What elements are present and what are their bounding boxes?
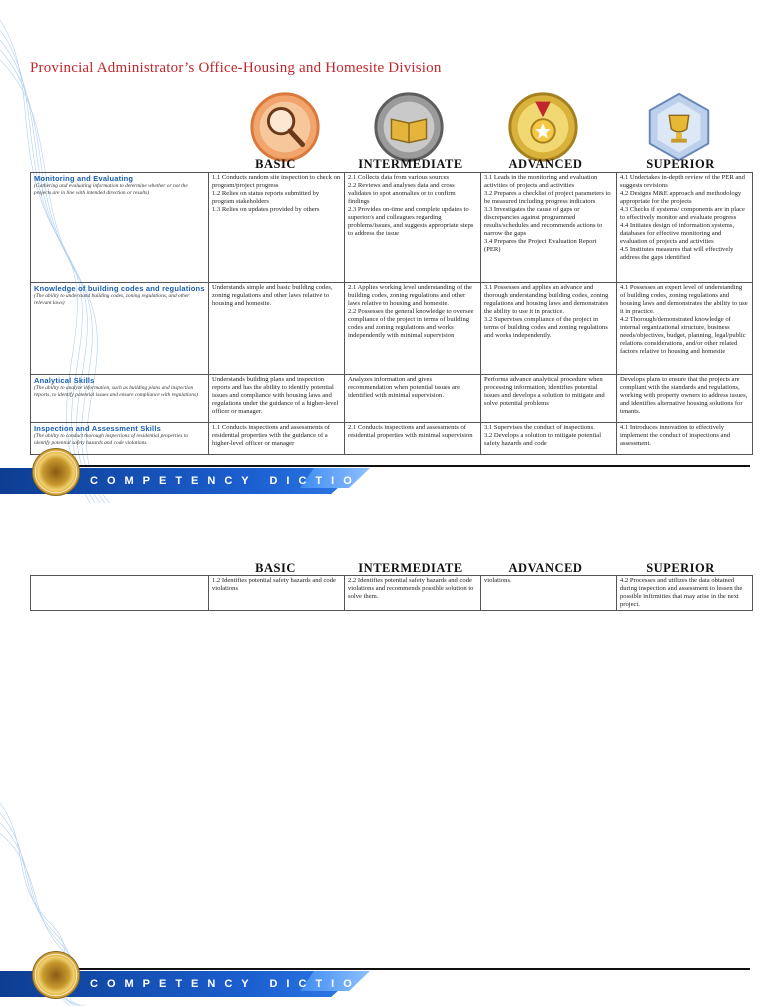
footer-rule bbox=[60, 465, 750, 467]
behavior-indicator: 4.2 Thorough/demonstrated knowledge of internal organizational structure, business needs/objectives, budget, planning, legal/public relations considerations, and/or other related factors relative to housing and homesite bbox=[620, 316, 746, 356]
behavior-indicator: 1.2 Identifies potential safety hazards and code violations bbox=[212, 577, 336, 593]
behavior-indicator: violations. bbox=[484, 577, 512, 584]
indicator-cell-advanced bbox=[481, 375, 617, 423]
behavior-indicator: 2.2 Possesses the general knowledge to oversee compliance of the project in terms of building codes and zoning regulations and works independently with minimal supervision bbox=[348, 308, 474, 340]
behavior-indicator: 4.2 Designs M&E approach and methodology appropriate for the projects bbox=[620, 190, 742, 206]
level-advanced: ADVANCED bbox=[508, 561, 583, 575]
level-superior: SUPERIOR bbox=[646, 157, 715, 171]
level-superior: SUPERIOR bbox=[646, 561, 715, 575]
table-row bbox=[31, 173, 753, 283]
behavior-indicator: 2.2 Reviews and analyses data and cross validates to spot anomalies or to confirm findings bbox=[348, 182, 456, 206]
behavior-indicator: 2.1 Applies working level understanding of the building codes, zoning regulations and other laws relative to housing and homesite. bbox=[348, 284, 472, 308]
behavior-indicator: 1.1 Conducts inspections and assessments of residential properties with the guidance of a higher-level officer or manager bbox=[212, 424, 330, 448]
page-title: Provincial Administrator’s Office-Housing and Homesite Division bbox=[30, 60, 442, 76]
behavior-indicator: 4.1 Possesses an expert level of understanding of building codes, zoning regulations and housing laws and demonstrates the ability to use it in practice. bbox=[620, 284, 748, 316]
provincial-seal-icon bbox=[32, 448, 80, 496]
behavior-indicator: 3.2 Supervises compliance of the project in terms of building codes and zoning regulations and works independently. bbox=[484, 316, 608, 340]
behavior-indicator: Understands simple and basic building codes, zoning regulations and other laws relative to housing and homesite. bbox=[212, 284, 333, 308]
level-headings bbox=[208, 157, 748, 172]
trophy-medal-icon bbox=[640, 88, 718, 166]
gold-medal-icon bbox=[504, 88, 582, 166]
indicator-cell-intermediate bbox=[345, 375, 481, 423]
indicator-cell-intermediate bbox=[345, 173, 481, 283]
competency-description: (Gathering and evaluating information to determine whether or not the projects are in line with intended direction or results) bbox=[34, 183, 188, 196]
behavior-indicator: 3.1 Possesses and applies an advance and thorough understanding building codes, zoning regulations and housing laws and demonstrates the ability to use it in practice. bbox=[484, 284, 609, 316]
behavior-indicator: 2.3 Provides on-time and complete updates to superior/s and colleagues regarding problems/issues, and suggests appropriate steps to address the issue bbox=[348, 206, 474, 238]
competency-description: (The ability to understand building codes, zoning regulations, and other relevant laws) bbox=[34, 293, 190, 306]
behavior-indicator: 3.3 Investigates the cause of gaps or discrepancies against programmed results/schedules and recommends actions to narrow the gaps bbox=[484, 206, 603, 238]
competency-name: Analytical Skills bbox=[34, 376, 95, 385]
behavior-indicator: 4.3 Checks if systems/ components are in place to effectively monitor and evaluate progress bbox=[620, 206, 745, 222]
behavior-indicator: 3.1 Leads in the monitoring and evaluation activities of projects and activities bbox=[484, 174, 598, 190]
footer-text: COMPETENCY DICTIONARY 2023 bbox=[90, 978, 500, 990]
footer-rule bbox=[60, 968, 750, 970]
competency-cell bbox=[31, 283, 209, 375]
behavior-indicator: 1.3 Relies on updates provided by others bbox=[212, 206, 320, 214]
competency-name: Knowledge of building codes and regulations bbox=[34, 284, 205, 293]
indicator-cell-intermediate bbox=[345, 576, 481, 611]
level-advanced: ADVANCED bbox=[508, 157, 583, 171]
competency-cell bbox=[31, 576, 209, 611]
indicator-cell-basic bbox=[209, 375, 345, 423]
behavior-indicator: 3.1 Supervises the conduct of inspections. bbox=[484, 424, 595, 431]
behavior-indicator: Develops plans to ensure that the projects are compliant with the standards and regulations, working with property owners to address issues, and identifies alternative housing solutions for tenants. bbox=[620, 376, 748, 416]
magnifier-medal-icon bbox=[246, 88, 324, 166]
table-row bbox=[31, 283, 753, 375]
indicator-cell-basic bbox=[209, 576, 345, 611]
competency-cell bbox=[31, 173, 209, 283]
indicator-cell-superior bbox=[617, 576, 753, 611]
indicator-cell-superior bbox=[617, 283, 753, 375]
competency-table-continued bbox=[30, 575, 753, 611]
behavior-indicator: Analyzes information and gives recommendation when potential issues are identified with minimal supervision. bbox=[348, 376, 461, 400]
behavior-indicator: 4.1 Introduces innovation to effectively implement the conduct of inspections and assessment. bbox=[620, 424, 731, 448]
behavior-indicator: 2.1 Collects data from various sources bbox=[348, 174, 450, 181]
indicator-cell-superior bbox=[617, 423, 753, 455]
indicator-cell-superior bbox=[617, 173, 753, 283]
behavior-indicator: 4.5 Institutes measures that will effectively address the gaps identified bbox=[620, 246, 734, 262]
level-intermediate: INTERMEDIATE bbox=[358, 157, 463, 171]
competency-table bbox=[30, 172, 753, 455]
behavior-indicator: 1.2 Relies on status reports submitted by program stakeholders bbox=[212, 190, 320, 206]
competency-name: Monitoring and Evaluating bbox=[34, 174, 134, 183]
book-medal-icon bbox=[370, 88, 448, 166]
indicator-cell-basic bbox=[209, 283, 345, 375]
indicator-cell-intermediate bbox=[345, 283, 481, 375]
behavior-indicator: Understands building plans and inspection reports and has the ability to identify potential issues and compliance with housing laws and regulations under the guidance of a higher-level officer or manager. bbox=[212, 376, 339, 416]
footer-text: COMPETENCY DICTIONARY 2023 bbox=[90, 475, 500, 487]
behavior-indicator: 3.4 Prepares the Project Evaluation Report (PER) bbox=[484, 238, 597, 254]
competency-description: (The ability to analyze information, such as building plans and inspection reports, to identify potential issues and ensure compliance with regulations) bbox=[34, 385, 198, 398]
indicator-cell-basic bbox=[209, 173, 345, 283]
level-intermediate: INTERMEDIATE bbox=[358, 561, 463, 575]
provincial-seal-icon bbox=[32, 951, 80, 999]
behavior-indicator: 4.2 Processes and utilizes the data obtained during inspection and assessment to lessen the possible infirmities that may arise in the next project. bbox=[620, 577, 743, 609]
indicator-cell-superior bbox=[617, 375, 753, 423]
indicator-cell-advanced bbox=[481, 576, 617, 611]
competency-cell bbox=[31, 375, 209, 423]
footer-banner bbox=[0, 462, 768, 496]
behavior-indicator: 2.1 Conducts inspections and assessments of residential properties with minimal supervision bbox=[348, 424, 473, 440]
table-row bbox=[31, 375, 753, 423]
behavior-indicator: 3.2 Prepares a checklist of project parameters to be measured including progress indicators bbox=[484, 190, 611, 206]
level-basic: BASIC bbox=[255, 157, 296, 171]
table-row bbox=[31, 423, 753, 455]
indicator-cell-advanced bbox=[481, 173, 617, 283]
behavior-indicator: 4.1 Undertakes in-depth review of the PER and suggests revisions bbox=[620, 174, 745, 190]
page-2 bbox=[0, 503, 768, 1006]
indicator-cell-basic bbox=[209, 423, 345, 455]
indicator-cell-advanced bbox=[481, 283, 617, 375]
table-row bbox=[31, 576, 753, 611]
indicator-cell-advanced bbox=[481, 423, 617, 455]
behavior-indicator: Performs advance analytical procedure when processing information, identifies potential issues and develops a solution to mitigate and solve potential problems bbox=[484, 376, 605, 408]
level-headings bbox=[208, 561, 748, 576]
footer-banner bbox=[0, 965, 768, 999]
behavior-indicator: 2.2 Identifies potential safety hazards and code violations and recommends possible solution to solve them. bbox=[348, 577, 474, 601]
indicator-cell-intermediate bbox=[345, 423, 481, 455]
competency-description: (The ability to conduct thorough inspections of residential properties to identify potential safety hazards and code violations. bbox=[34, 433, 189, 446]
behavior-indicator: 1.1 Conducts random site inspection to check on program/project progress bbox=[212, 174, 341, 190]
level-basic: BASIC bbox=[255, 561, 296, 575]
competency-name: Inspection and Assessment Skills bbox=[34, 424, 161, 433]
behavior-indicator: 3.2 Develops a solution to mitigate potential safety hazards and code bbox=[484, 432, 602, 448]
behavior-indicator: 4.4 Initiates design of information systems, databases for effective monitoring and evaluation of projects and activities bbox=[620, 222, 735, 246]
